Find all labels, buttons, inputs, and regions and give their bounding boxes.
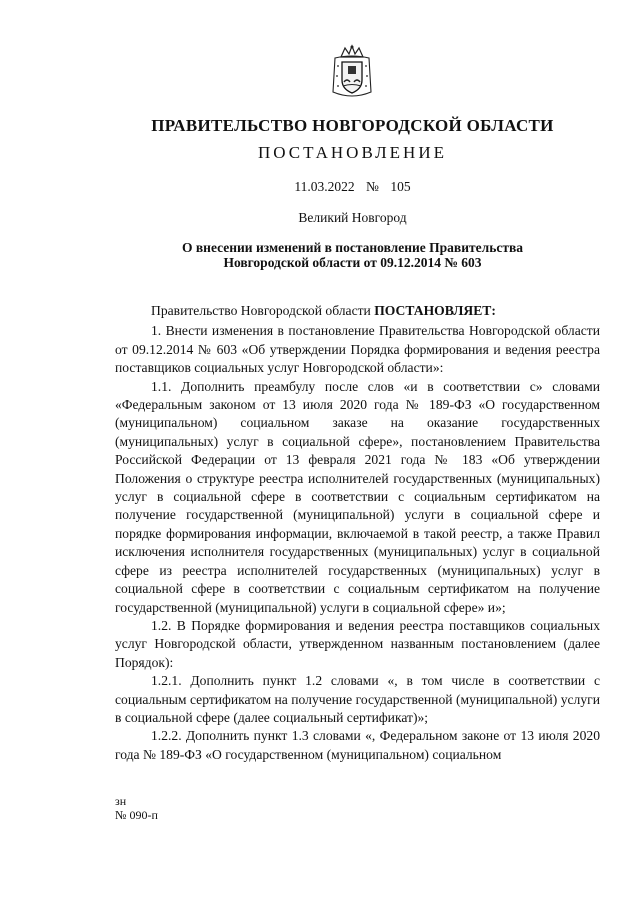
date-number-line <box>0 179 640 195</box>
document-body <box>115 302 600 764</box>
document-subject <box>0 240 640 270</box>
paragraph-1-2-2: 1.2.2. Дополнить пункт 1.3 словами «, Федеральном законе от 13 июля 2020 года № 189-ФЗ «О государственном (муниципальном) социальном <box>115 728 600 762</box>
document-date: 11.03.2022 <box>294 179 355 194</box>
paragraph-1-1: 1.1. Дополнить преамбулу после слов «и в соответствии с» словами «Федеральным законом от 13 июля 2020 года № 189-ФЗ «О государственном (муниципальном) социальном заказе на оказание государственных (муниципальных) услуг в социальной сфере», постановлением Правительства Российской Федерации от 13 февраля 2021 года № 183 «Об утверждении Положения о структуре реестра исполнителей государственных (муниципальных) услуг в социальной сфере в соответствии с социальным сертификатом на получение государственной (муниципальной) услуги в социальной сфере и порядке формирования информации, включаемой в такой реестр, а также Правил исключения исполнителя государственных (муниципальных) услуг в социальной сфере из реестра исполнителей государственных (муниципальных) услуг в социальной сфере в соответствии с социальным сертификатом на получение государственной (муниципальной) услуги в социальной сфере» и»; <box>115 378 600 615</box>
city: Великий Новгород <box>298 210 407 225</box>
footer-initials: зн <box>115 794 127 808</box>
opening-text: Правительство Новгородской области <box>151 303 375 318</box>
subject-line-2: Новгородской области от 09.12.2014 № 603 <box>223 255 482 270</box>
document-type: ПОСТАНОВЛЕНИЕ <box>257 143 447 162</box>
footer-code <box>115 794 158 822</box>
paragraph-1: 1. Внести изменения в постановление Правительства Новгородской области от 09.12.2014 № 603 «Об утверждении Порядка формирования и ведения реестра поставщиков социальных услуг Новгородской области»: <box>115 323 600 376</box>
opening-resolves: ПОСТАНОВЛЯЕТ: <box>374 303 496 318</box>
paragraph-1-2-1: 1.2.1. Дополнить пункт 1.2 словами «, в том числе в соответствии с социальным сертификатом на получение государственной (муниципальной) услуги в социальной сфере (далее социальный сертификат)»; <box>115 673 600 725</box>
coat-of-arms-icon <box>327 44 377 102</box>
government-title: ПРАВИТЕЛЬСТВО НОВГОРОДСКОЙ ОБЛАСТИ <box>151 116 554 135</box>
paragraph-1-2: 1.2. В Порядке формирования и ведения реестра поставщиков социальных услуг Новгородской области, утвержденном названным постановлением (далее Порядок): <box>115 617 600 670</box>
number-sign: № <box>366 179 379 194</box>
subject-line-1: О внесении изменений в постановление Правительства <box>182 240 523 255</box>
footer-number: № 090-п <box>115 808 158 822</box>
opening-paragraph <box>115 302 600 320</box>
document-number: 105 <box>390 179 411 194</box>
